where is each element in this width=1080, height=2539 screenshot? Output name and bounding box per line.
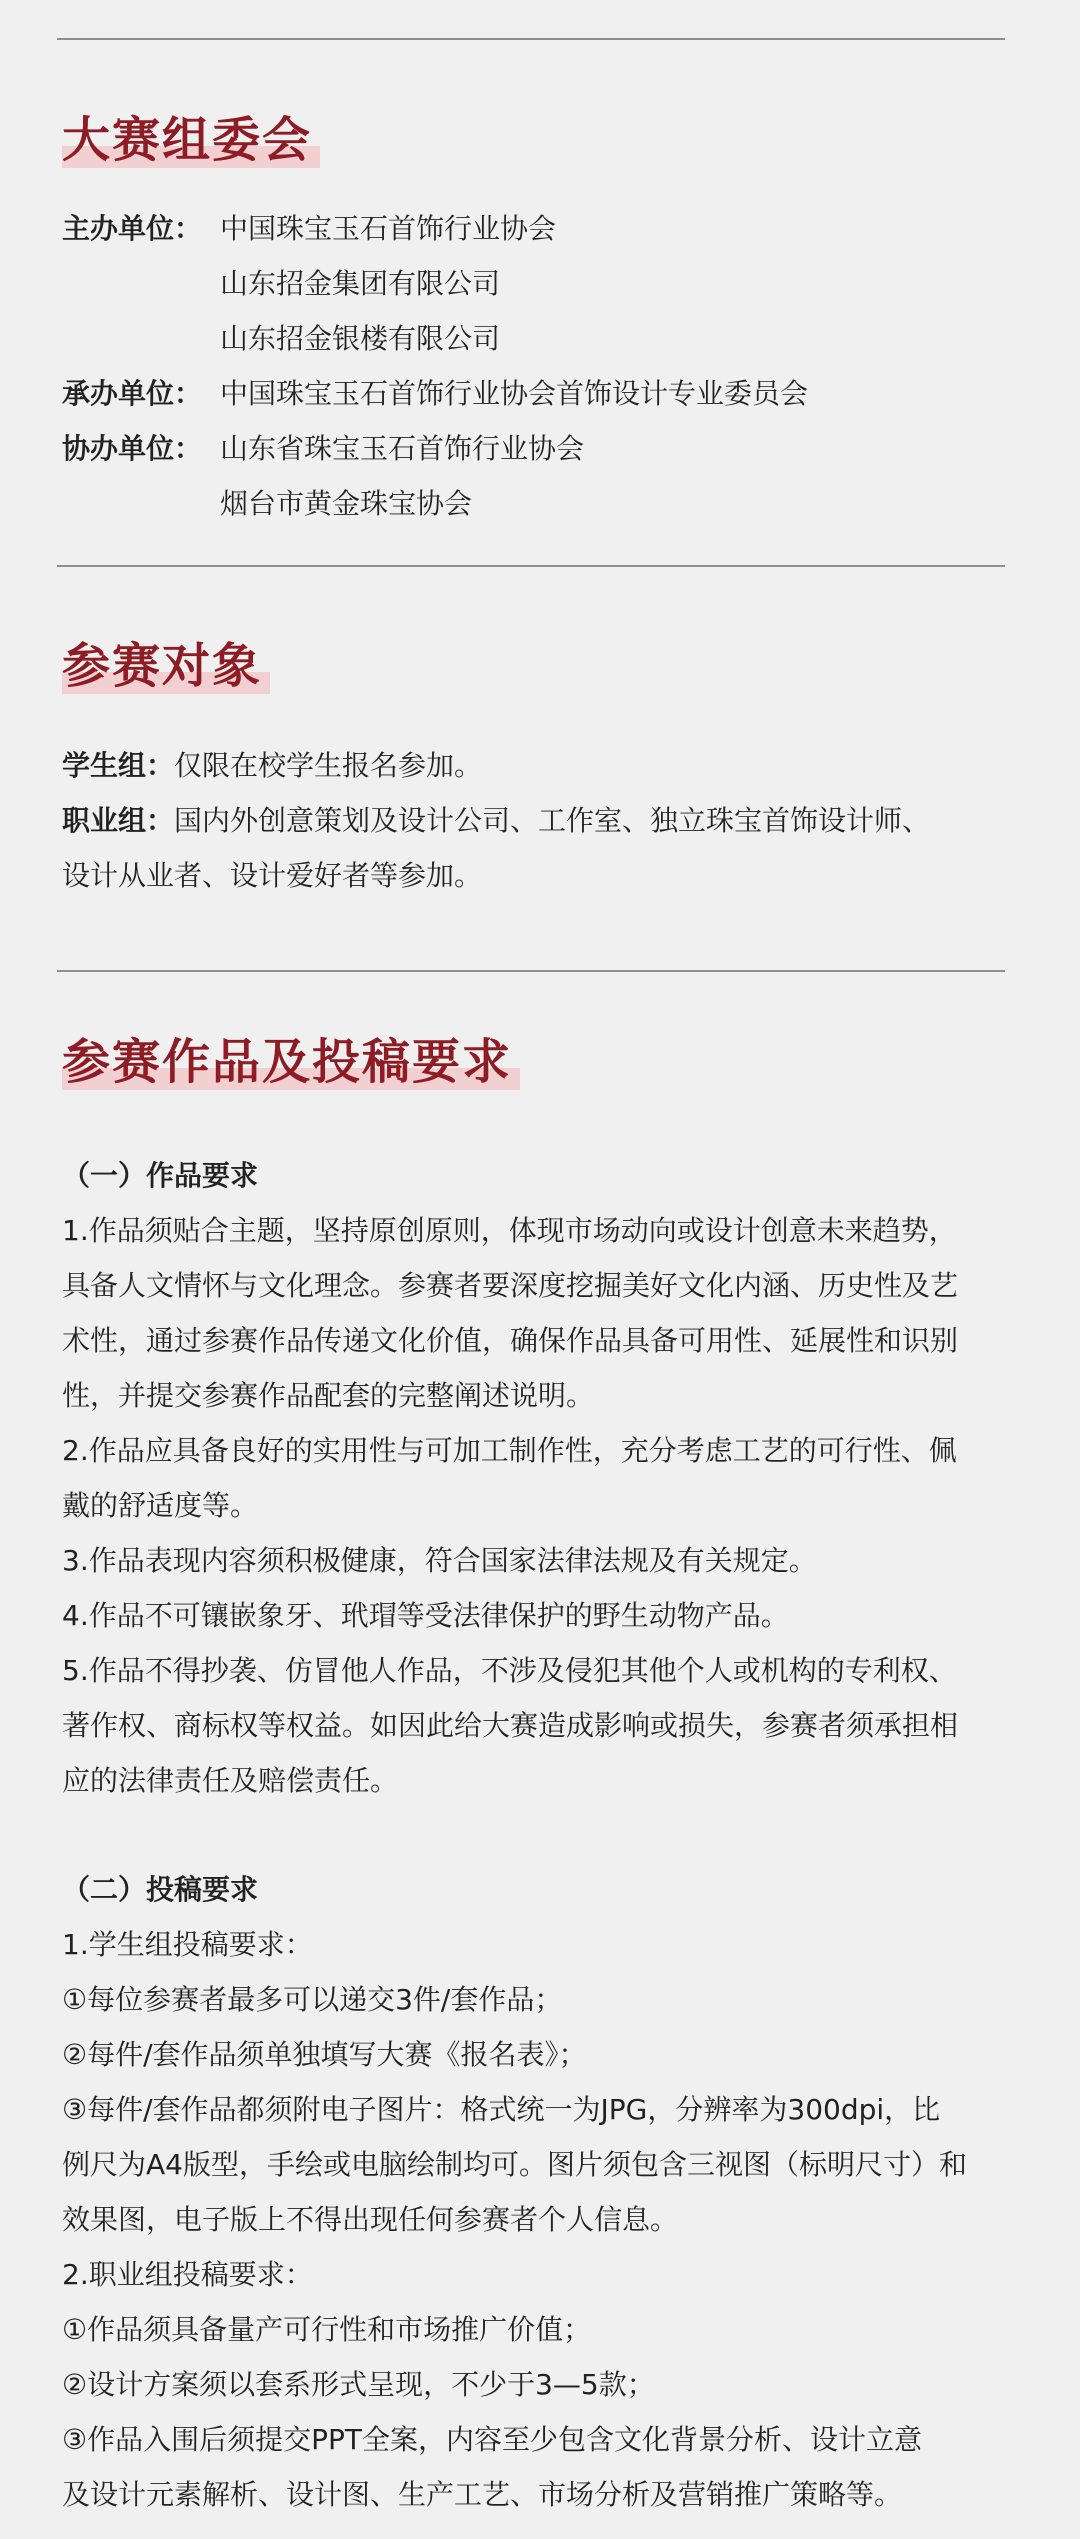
- works-line: 术性，通过参赛作品传递文化价值，确保作品具备可用性、延展性和识别: [62, 1324, 959, 1357]
- works-line: 应的法律责任及赔偿责任。: [62, 1764, 399, 1797]
- professional-group-line-2: 设计从业者、设计爱好者等参加。: [62, 859, 483, 892]
- works-requirements: [62, 1148, 1022, 1808]
- organizing-committee-section: [62, 110, 312, 170]
- organizing-committee-title: 大赛组委会: [62, 112, 313, 168]
- section-divider: [57, 970, 1005, 972]
- works-line: 性，并提交参赛作品配套的完整阐述说明。: [62, 1379, 595, 1412]
- organizer-list: [62, 201, 1022, 531]
- requirements-section: [62, 1032, 512, 1092]
- organizer-value: 山东招金集团有限公司: [220, 267, 501, 300]
- works-line: 具备人文情怀与文化理念。参赛者要深度挖掘美好文化内涵、历史性及艺: [62, 1269, 959, 1302]
- student-group-line: [62, 738, 1022, 793]
- submission-line: 1.学生组投稿要求：: [62, 1928, 313, 1961]
- works-line: 2.作品应具备良好的实用性与可加工制作性，充分考虑工艺的可行性、佩: [62, 1434, 957, 1467]
- submission-line: 及设计元素解析、设计图、生产工艺、市场分析及营销推广策略等。: [62, 2478, 903, 2511]
- organizer-row: [62, 256, 1022, 311]
- works-line: 4.作品不可镶嵌象牙、玳瑁等受法律保护的野生动物产品。: [62, 1599, 789, 1632]
- participants-body: [62, 738, 1022, 903]
- works-line: 5.作品不得抄袭、仿冒他人作品，不涉及侵犯其他个人或机构的专利权、: [62, 1654, 957, 1687]
- works-line: 1.作品须贴合主题，坚持原创原则，体现市场动向或设计创意未来趋势，: [62, 1214, 957, 1247]
- organizer-value: 烟台市黄金珠宝协会: [220, 487, 473, 520]
- submission-heading: （二）投稿要求: [62, 1873, 259, 1906]
- submission-line: ③作品入围后须提交PPT全案，内容至少包含文化背景分析、设计立意: [62, 2423, 922, 2456]
- works-line: 3.作品表现内容须积极健康，符合国家法律法规及有关规定。: [62, 1544, 817, 1577]
- undertaker-label: 承办单位：: [62, 377, 203, 410]
- section-divider: [57, 565, 1005, 567]
- organizer-row: [62, 421, 1022, 476]
- organizer-row: [62, 366, 1022, 421]
- submission-line: 2.职业组投稿要求：: [62, 2258, 313, 2291]
- student-group-label: 学生组：: [62, 749, 175, 782]
- submission-line: ②设计方案须以套系形式呈现，不少于3—5款；: [62, 2368, 655, 2401]
- professional-group-text: 国内外创意策划及设计公司、工作室、独立珠宝首饰设计师、: [174, 804, 931, 837]
- professional-group-label: 职业组：: [62, 804, 175, 837]
- submission-line: ①作品须具备量产可行性和市场推广价值；: [62, 2313, 592, 2346]
- student-group-text: 仅限在校学生报名参加。: [174, 749, 483, 782]
- requirements-title: 参赛作品及投稿要求: [62, 1034, 513, 1090]
- host-label: 主办单位：: [62, 212, 203, 245]
- works-line: 著作权、商标权等权益。如因此给大赛造成影响或损失，参赛者须承担相: [62, 1709, 959, 1742]
- works-heading: （一）作品要求: [62, 1159, 259, 1192]
- organizer-value: 山东招金银楼有限公司: [220, 322, 501, 355]
- organizer-row: [62, 476, 1022, 531]
- organizer-row: [62, 201, 1022, 256]
- organizer-value: 中国珠宝玉石首饰行业协会首饰设计专业委员会: [220, 377, 809, 410]
- submission-line: 效果图，电子版上不得出现任何参赛者个人信息。: [62, 2203, 679, 2236]
- professional-group-line: [62, 793, 1022, 848]
- submission-requirements: [62, 1862, 1022, 2522]
- organizer-value: 山东省珠宝玉石首饰行业协会: [220, 432, 585, 465]
- works-line: 戴的舒适度等。: [62, 1489, 259, 1522]
- submission-line: ①每位参赛者最多可以递交3件/套作品；: [62, 1983, 563, 2016]
- submission-line: 例尺为A4版型，手绘或电脑绘制均可。图片须包含三视图（标明尺寸）和: [62, 2148, 967, 2181]
- participants-section: [62, 636, 262, 696]
- co-organizer-label: 协办单位：: [62, 432, 203, 465]
- top-divider: [57, 38, 1005, 40]
- organizer-value: 中国珠宝玉石首饰行业协会: [220, 212, 557, 245]
- submission-line: ②每件/套作品须单独填写大赛《报名表》；: [62, 2038, 587, 2071]
- participants-title: 参赛对象: [62, 638, 263, 694]
- submission-line: ③每件/套作品都须附电子图片：格式统一为JPG，分辨率为300dpi，比: [62, 2093, 941, 2126]
- organizer-row: [62, 311, 1022, 366]
